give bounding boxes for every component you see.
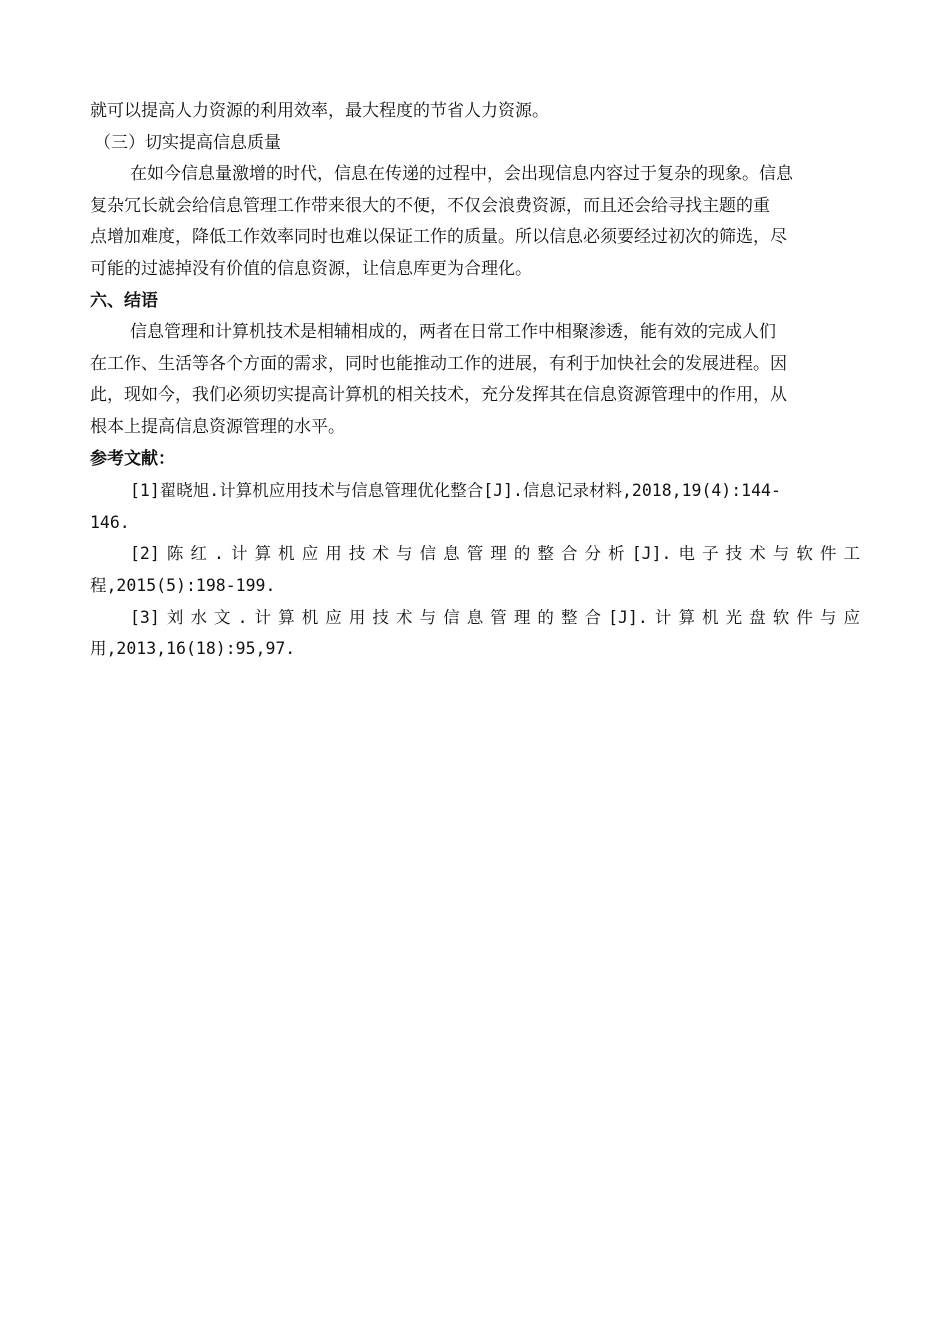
reference-line: 用,2013,16(18):95,97. (90, 639, 296, 659)
reference-item (90, 538, 860, 601)
reference-line: 程,2015(5):198-199. (90, 575, 276, 595)
paragraph-line: 在工作、生活等各个方面的需求，同时也能推动工作的进展，有利于加快社会的发展进程。因 (90, 353, 787, 374)
reference-line: 146. (90, 512, 130, 532)
paragraph-line: 可能的过滤掉没有价值的信息资源，让信息库更为合理化。 (90, 258, 532, 279)
paragraph-line: 点增加难度，降低工作效率同时也难以保证工作的质量。所以信息必须要经过初次的筛选，尽 (90, 227, 787, 248)
section-heading: 六、结语 (90, 290, 158, 311)
paragraph-line: 此，现如今，我们必须切实提高计算机的相关技术，充分发挥其在信息资源管理中的作用，从 (90, 385, 787, 406)
reference-line: [1]翟晓旭.计算机应用技术与信息管理优化整合[J].信息记录材料,2018,19(4):144- (130, 481, 781, 501)
reference-item (90, 602, 860, 665)
reference-line: [2]陈红.计算机应用技术与信息管理的整合分析[J].电子技术与软件工 (130, 544, 860, 564)
paragraph-line: 信息管理和计算机技术是相辅相成的，两者在日常工作中相聚渗透，能有效的完成人们 (130, 322, 776, 343)
paragraph-line: 就可以提高人力资源的利用效率，最大程度的节省人力资源。 (90, 101, 549, 121)
document-page (90, 96, 860, 665)
reference-line: [3]刘水文.计算机应用技术与信息管理的整合[J].计算机光盘软件与应 (130, 607, 860, 627)
paragraph-line: 复杂冗长就会给信息管理工作带来很大的不便，不仅会浪费资源，而且还会给寻找主题的重 (90, 195, 770, 216)
references-heading: 参考文献： (90, 448, 175, 469)
reference-item (90, 475, 860, 538)
paragraph-line: 在如今信息量激增的时代，信息在传递的过程中，会出现信息内容过于复杂的现象。信息 (130, 164, 793, 185)
subsection-title: （三）切实提高信息质量 (94, 132, 281, 153)
paragraph-line: 根本上提高信息资源管理的水平。 (90, 416, 345, 437)
